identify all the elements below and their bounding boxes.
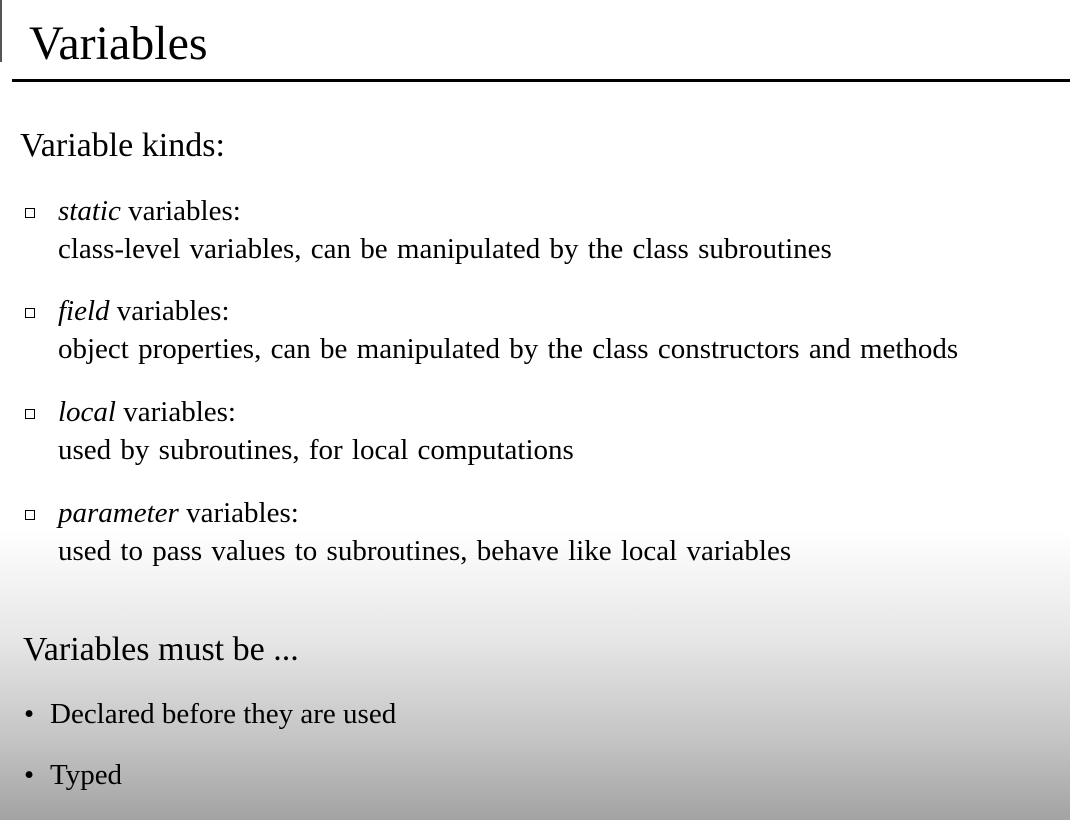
kind-description: class-level variables, can be manipulated by the class subroutines bbox=[58, 233, 832, 265]
kind-description: object properties, can be manipulated by the class constructors and methods bbox=[58, 333, 959, 365]
list-item-declared bbox=[0, 697, 1070, 733]
square-bullet-icon bbox=[25, 409, 35, 419]
slide-edge-divider bbox=[0, 0, 2, 62]
kind-suffix: variables: bbox=[178, 497, 299, 529]
square-bullet-icon bbox=[25, 510, 35, 520]
kind-description: used to pass values to subroutines, behave like local variables bbox=[58, 535, 792, 567]
kind-title bbox=[58, 294, 230, 328]
kind-suffix: variables: bbox=[109, 295, 230, 327]
square-bullet-icon bbox=[25, 208, 35, 218]
kind-title bbox=[58, 395, 236, 429]
kind-title bbox=[58, 496, 299, 530]
bullet-dot-icon: • bbox=[24, 759, 35, 791]
bullet-text: Typed bbox=[50, 759, 123, 791]
list-item-local bbox=[0, 395, 1070, 475]
list-item-static bbox=[0, 194, 1070, 274]
square-bullet-icon bbox=[25, 308, 35, 318]
variable-kinds-heading: Variable kinds: bbox=[20, 127, 225, 164]
variables-must-heading: Variables must be ... bbox=[23, 631, 299, 668]
kind-title bbox=[58, 194, 241, 228]
bullet-text: Declared before they are used bbox=[50, 698, 397, 730]
list-item-typed bbox=[0, 758, 1070, 794]
kind-description: used by subroutines, for local computations bbox=[58, 434, 574, 466]
slide-title: Variables bbox=[29, 17, 208, 70]
kind-term: parameter bbox=[58, 497, 179, 529]
bullet-dot-icon: • bbox=[24, 698, 35, 730]
list-item-parameter bbox=[0, 496, 1070, 576]
kind-suffix: variables: bbox=[116, 396, 236, 428]
kind-term: local bbox=[58, 396, 116, 428]
kind-term: static bbox=[58, 195, 121, 227]
title-underline-rule bbox=[12, 79, 1070, 82]
kind-term: field bbox=[58, 295, 110, 327]
list-item-field bbox=[0, 294, 1070, 374]
kind-suffix: variables: bbox=[120, 195, 241, 227]
